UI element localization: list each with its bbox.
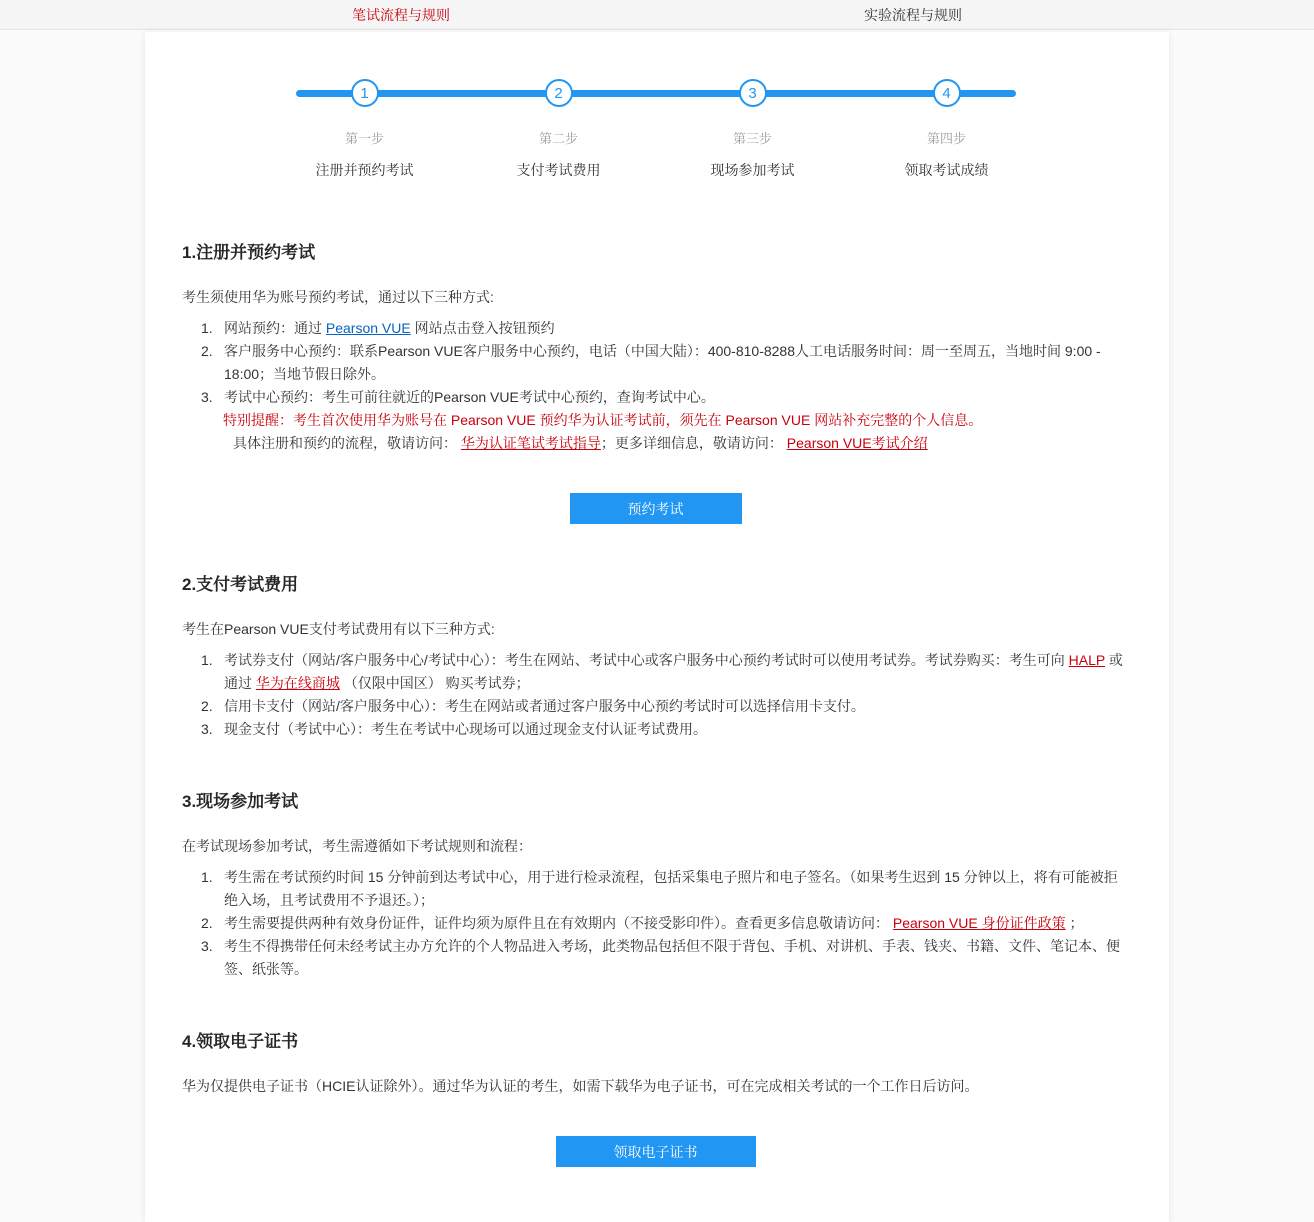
list-item: 考试中心预约：考生可前往就近的Pearson VUE考试中心预约，查询考试中心。 <box>224 389 715 405</box>
section-3-list <box>182 866 1129 981</box>
list-item: 现金支付（考试中心）：考生在考试中心现场可以通过现金支付认证考试费用。 <box>224 721 707 737</box>
step-2-circle: 2 <box>545 79 573 107</box>
book-exam-button[interactable]: 预约考试 <box>570 493 742 524</box>
huawei-online-store-link[interactable]: 华为在线商城 <box>255 675 340 691</box>
step-3-name: 现场参加考试 <box>710 162 795 178</box>
list-item <box>201 317 1129 340</box>
step-2-sublabel: 第二步 <box>538 131 578 146</box>
list-item: 信用卡支付（网站/客户服务中心）：考生在网站或者通过客户服务中心预约考试时可以选择信用卡支付。 <box>224 698 865 714</box>
tab-lab-exam-rules[interactable] <box>657 0 1169 29</box>
section-2-intro: 考生在Pearson VUE支付考试费用有以下三种方式: <box>182 621 495 637</box>
stepper-steps-row <box>268 79 1044 180</box>
get-certificate-button[interactable]: 领取电子证书 <box>556 1136 756 1167</box>
list-item: 客户服务中心预约：联系Pearson VUE客户服务中心预约，电话（中国大陆）：400-810-8288人工电话服务时间：周一至周五，当地时间 9:00 - 18:00；当地节假日除外。 <box>224 343 1101 382</box>
step-2-name: 支付考试费用 <box>516 162 601 178</box>
guide-mid-text: ；更多详细信息，敬请访问： <box>600 435 787 451</box>
top-tab-bar <box>0 0 1314 30</box>
section-1-title: 1.注册并预约考试 <box>182 243 316 262</box>
id-policy-pre: 考生需要提供两种有效身份证件，证件均须为原件且在有效期内（不接受影印件）。查看更多信息敬请访问： <box>224 915 893 931</box>
stepper-step-4 <box>850 79 1044 180</box>
section-3-intro: 在考试现场参加考试，考生需遵循如下考试规则和流程： <box>182 838 532 854</box>
registration-guide-line <box>233 432 1129 455</box>
guide-pre-text: 具体注册和预约的流程，敬请访问： <box>233 435 461 451</box>
voucher-pay-pre: 考试券支付（网站/客户服务中心/考试中心）：考生在网站、考试中心或客户服务中心预约考试时可以使用考试券。考试券购买：考生可向 <box>224 652 1069 668</box>
section-3-title: 3.现场参加考试 <box>182 792 299 811</box>
stepper-step-3 <box>656 79 850 180</box>
stepper-step-2 <box>462 79 656 180</box>
content-card <box>145 32 1169 1222</box>
id-policy-post: ； <box>1065 915 1084 931</box>
pearson-vue-link[interactable]: Pearson VUE <box>325 320 411 336</box>
book-exam-button-row <box>182 455 1129 524</box>
booking-web-pre: 网站预约：通过 <box>224 320 326 336</box>
tab-bar-inner <box>145 0 1169 29</box>
list-item <box>201 649 1129 695</box>
voucher-pay-post: （仅限中国区） 购买考试券； <box>339 675 530 691</box>
step-3-circle: 3 <box>739 79 767 107</box>
step-1-circle: 1 <box>351 79 379 107</box>
stepper-step-1 <box>268 79 462 180</box>
section-1-intro: 考生须使用华为账号预约考试，通过以下三种方式: <box>182 289 494 305</box>
pearson-vue-intro-link[interactable]: Pearson VUE考试介绍 <box>786 435 928 451</box>
section-4-title: 4.领取电子证书 <box>182 1032 299 1051</box>
section-1-list <box>182 317 1129 409</box>
step-3-sublabel: 第三步 <box>732 131 772 146</box>
list-item: 考生需在考试预约时间 15 分钟前到达考试中心，用于进行检录流程，包括采集电子照片和电子签名。（如果考生迟到 15 分钟以上，将有可能被拒绝入场，且考试费用不予退还。）； <box>224 869 1118 908</box>
section-2-title: 2.支付考试费用 <box>182 575 299 594</box>
get-certificate-button-row <box>182 1098 1129 1167</box>
exam-process-stepper <box>268 79 1044 180</box>
halp-link[interactable]: HALP <box>1068 652 1105 668</box>
voucher-pay-mid: 或通过 <box>224 652 1123 691</box>
step-4-sublabel: 第四步 <box>926 131 966 146</box>
id-policy-link[interactable]: Pearson VUE 身份证件政策 <box>892 915 1066 931</box>
tab-written-exam-label: 笔试流程与规则 <box>352 6 450 23</box>
special-reminder-text: 特别提醒：考生首次使用华为账号在 Pearson VUE 预约华为认证考试前，须先在 Pearson VUE 网站补充完整的个人信息。 <box>223 412 983 428</box>
list-item <box>201 912 1129 935</box>
tab-written-exam-rules[interactable] <box>145 0 657 29</box>
step-4-circle: 4 <box>933 79 961 107</box>
step-4-name: 领取考试成绩 <box>904 162 989 178</box>
step-1-sublabel: 第一步 <box>344 131 384 146</box>
written-exam-guide-link[interactable]: 华为认证笔试考试指导 <box>460 435 601 451</box>
tab-lab-exam-label: 实验流程与规则 <box>864 6 962 23</box>
list-item: 考生不得携带任何未经考试主办方允许的个人物品进入考场，此类物品包括但不限于背包、手机、对讲机、手表、钱夹、书籍、文件、笔记本、便签、纸张等。 <box>224 938 1120 977</box>
booking-web-post: 网站点击登入按钮预约 <box>410 320 555 336</box>
section-2-list <box>182 649 1129 741</box>
section-4-intro: 华为仅提供电子证书（HCIE认证除外）。通过华为认证的考生，如需下载华为电子证书，可在完成相关考试的一个工作日后访问。 <box>182 1078 979 1094</box>
step-1-name: 注册并预约考试 <box>315 162 414 178</box>
